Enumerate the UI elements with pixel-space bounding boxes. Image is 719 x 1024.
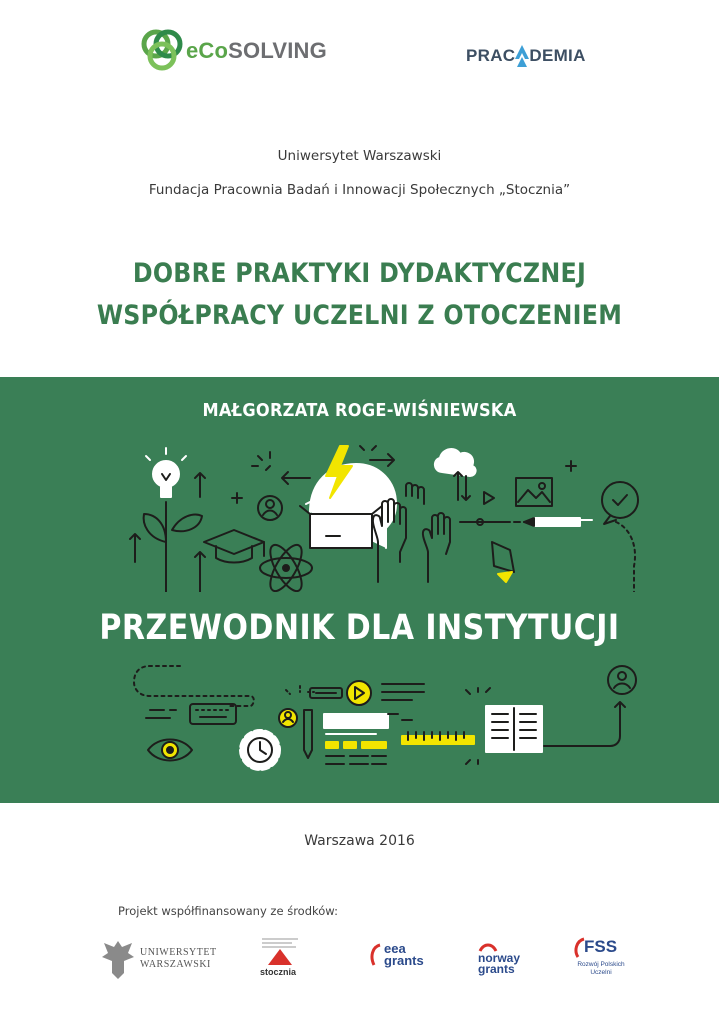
head-idea-icon [300, 446, 396, 548]
sponsor-stocznia-logo [256, 935, 306, 985]
place-year: Warszawa 2016 [304, 833, 415, 849]
spark-icon [252, 452, 270, 470]
fss-name: FSS [584, 937, 618, 956]
lightbulb-icon [146, 448, 186, 497]
cofinancing-label: Projekt współfinansowany ze środków: [118, 904, 338, 918]
pencil-icon [304, 710, 312, 758]
arrow-right-icon [370, 454, 394, 466]
pracademia-logo [466, 40, 606, 74]
arrow-left-icon [282, 472, 310, 484]
pracademia-text-b: DEMIA [529, 46, 586, 65]
eye-icon [148, 740, 192, 761]
cloud-upload-icon [435, 449, 476, 500]
eea-grants-icon [370, 943, 384, 969]
play-triangle-icon [484, 492, 494, 504]
plant-icon [144, 502, 202, 592]
play-button-icon [347, 681, 371, 705]
text-lines-icon [382, 684, 424, 700]
user-circle-icon [608, 666, 636, 694]
subtitle: PRZEWODNIK DLA INSTYTUCJI [99, 608, 620, 648]
norway-line2: grants [478, 962, 515, 976]
author-name: MAŁGORZATA ROGE-WIŚNIEWSKA [202, 400, 517, 421]
form-field-icon [324, 714, 388, 728]
dash-lines [146, 710, 176, 718]
main-title-line1: DOBRE PRAKTYKI DYDAKTYCZNEJ [132, 258, 587, 289]
graduation-cap-icon [204, 530, 264, 563]
sponsor-uw-logo [100, 935, 217, 985]
illustration-top [120, 442, 650, 592]
eea-line1: eea [384, 941, 406, 956]
plus-icon [232, 493, 242, 503]
fss-line2: Uczelni [590, 969, 612, 976]
user-icon [258, 496, 282, 520]
eea-line2: grants [384, 953, 424, 968]
arrow-up-icon [195, 552, 205, 592]
speech-bubble-check-icon [602, 482, 638, 524]
eagle-crest-icon [100, 937, 136, 981]
sponsor-fss-logo [570, 935, 630, 985]
dash-lines [388, 714, 412, 720]
ecosolving-knot-icon [140, 28, 184, 72]
illustration-bottom [130, 660, 650, 775]
norway-line1: norway [478, 951, 521, 965]
keyboard-icon [190, 704, 236, 724]
pen-icon [524, 518, 592, 526]
connector-arrow [544, 702, 625, 746]
sponsor-eea-logo [370, 935, 430, 985]
ecosolving-prefix: eCo [186, 38, 229, 63]
user-icon [279, 709, 297, 727]
paper-plane-icon [492, 542, 514, 582]
image-icon [516, 478, 552, 506]
sponsor-norway-logo [474, 935, 534, 985]
atom-icon [260, 540, 312, 592]
pracademia-arrow-icon [515, 45, 529, 67]
ecosolving-logo [140, 28, 340, 76]
uw-line1: UNIWERSYTET [140, 947, 217, 958]
arrow-up-icon [195, 473, 205, 497]
dotted-curve [616, 522, 635, 592]
search-bar-icon [310, 688, 342, 698]
fss-line1: Rozwój Polskich [577, 961, 625, 968]
open-book-icon [486, 706, 542, 752]
uw-line2: WARSZAWSKI [140, 959, 211, 970]
form-boxes-icon [326, 742, 386, 764]
stocznia-logo-icon [258, 935, 302, 967]
gear-clock-icon [242, 732, 278, 768]
dotted-path [134, 666, 254, 706]
ruler-icon [402, 732, 474, 744]
university-name: Uniwersytet Warszawski [277, 148, 442, 164]
spark-icon [360, 446, 376, 450]
main-title-line2: WSPÓŁPRACY UCZELNI Z OTOCZENIEM [96, 300, 623, 331]
stocznia-name: stocznia [260, 967, 297, 977]
ecosolving-rest: SOLVING [228, 38, 327, 63]
arrow-up-icon [130, 534, 140, 562]
plus-icon [566, 461, 576, 471]
foundation-name: Fundacja Pracownia Badań i Innowacji Społecznych „Stocznia” [148, 182, 571, 198]
pracademia-text-a: PRAC [466, 46, 516, 65]
